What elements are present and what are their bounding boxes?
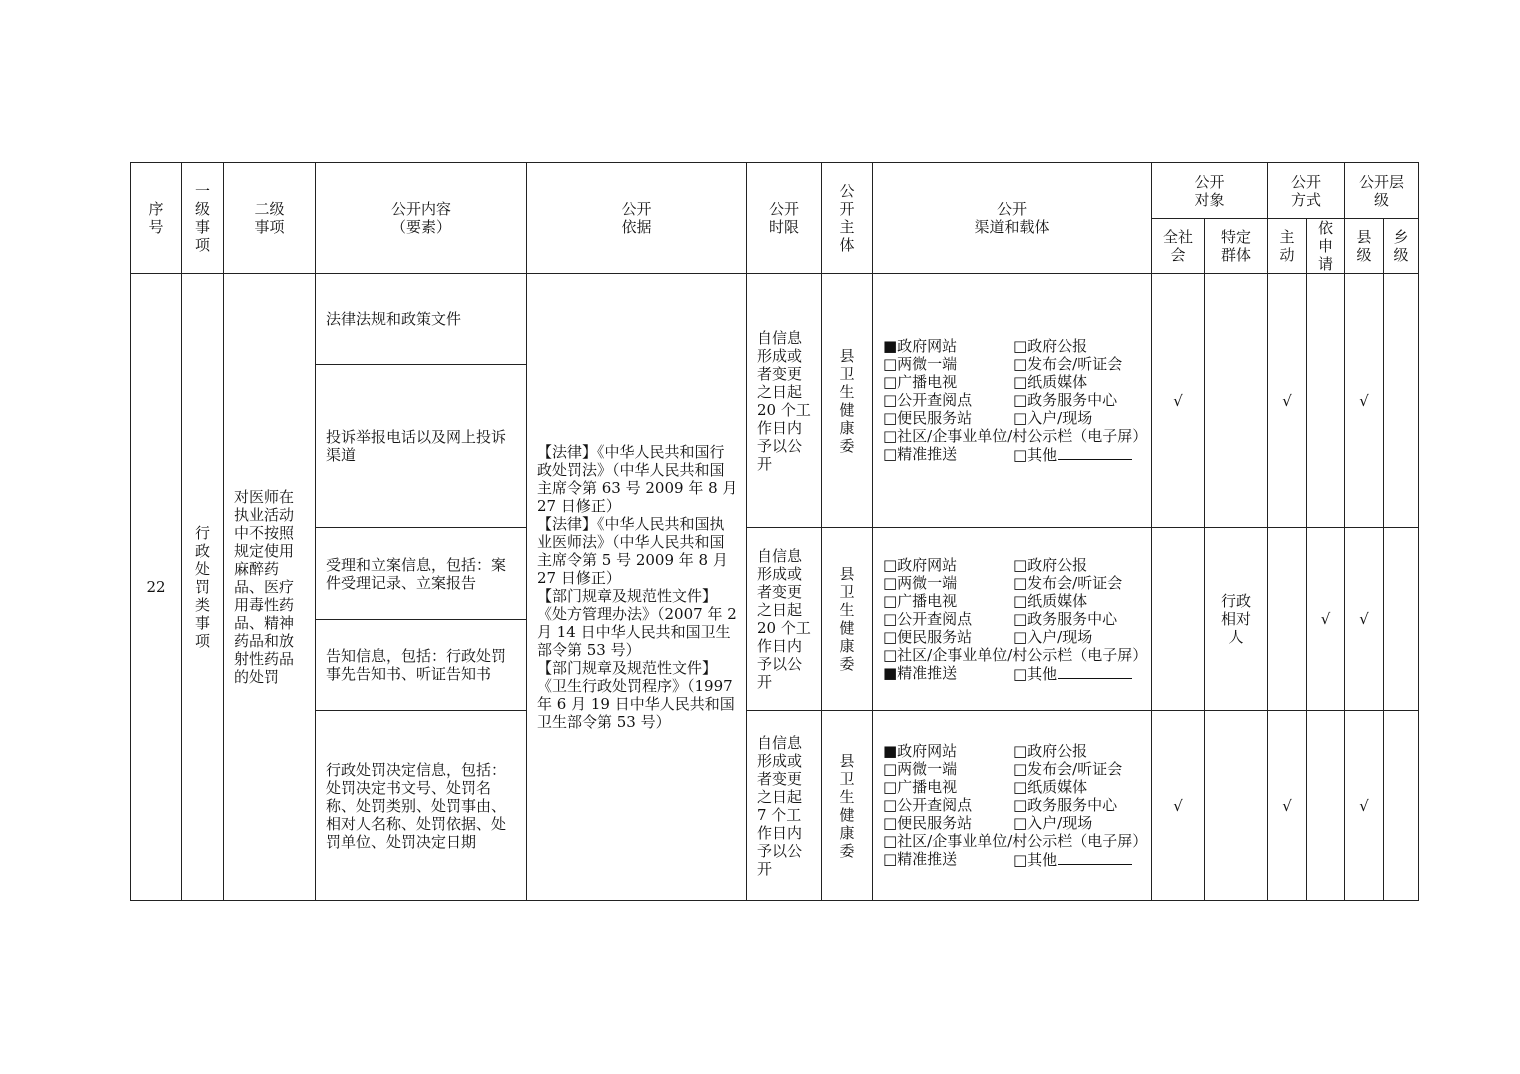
channel-option: □社区/企事业单位/村公示栏（电子屏） <box>883 645 1148 664</box>
header-seq-text: 序 号 <box>148 200 164 236</box>
subject-cell <box>822 711 873 901</box>
channel-option: □发布会/听证会 <box>1013 355 1123 373</box>
channel-option: ■政府网站 <box>883 742 958 760</box>
header-basis-text: 公开 依据 <box>621 200 652 236</box>
item-level1-text: 行政处罚类事项 <box>195 524 211 650</box>
check-mark: √ <box>1359 610 1369 628</box>
header-target-specific <box>1205 219 1268 274</box>
method-apply-cell <box>1307 274 1345 528</box>
method-apply-cell <box>1307 711 1345 901</box>
check-mark: √ <box>1359 391 1369 410</box>
content-text: 受理和立案信息，包括：案件受理记录、立案报告 <box>326 555 507 592</box>
header-method-active-text: 主 动 <box>1279 228 1295 264</box>
time-limit-cell <box>747 528 822 711</box>
header-target <box>1152 163 1268 219</box>
channel-option: □纸质媒体 <box>1013 778 1088 796</box>
subject-text: 县卫生健康委 <box>839 565 855 673</box>
channel-option: □公开查阅点 <box>883 609 973 628</box>
level-town-cell <box>1384 711 1419 901</box>
header-target-all-text: 全社 会 <box>1162 228 1193 264</box>
subject-cell <box>822 528 873 711</box>
level-county-cell <box>1345 528 1384 711</box>
channel-option: □政府公报 <box>1013 337 1088 355</box>
method-active-cell <box>1268 528 1307 711</box>
channel-cell <box>873 711 1152 901</box>
check-mark: √ <box>1282 391 1292 410</box>
level-town-cell <box>1384 274 1419 528</box>
channel-option: □入户/现场 <box>1013 814 1093 832</box>
item-seq-text: 22 <box>146 578 166 596</box>
header-target-text: 公开 对象 <box>1194 172 1225 209</box>
blank-line <box>1058 445 1132 460</box>
channel-option: □精准推送 <box>883 850 958 868</box>
channel-option: □政务服务中心 <box>1013 609 1118 628</box>
header-method-apply <box>1307 219 1345 274</box>
basis-entry: 【法律】《中华人民共和国行政处罚法》（中华人民共和国主席令第 63 号 2009 年 8 月 27 日修正） <box>537 443 738 515</box>
content-text: 告知信息，包括：行政处罚事先告知书、听证告知书 <box>326 647 507 683</box>
check-mark: √ <box>1320 610 1331 628</box>
item-seq <box>131 274 182 901</box>
level-county-cell <box>1345 711 1384 901</box>
channel-option: ■精准推送 <box>883 663 958 682</box>
subject-cell <box>822 274 873 528</box>
level-county-cell <box>1345 274 1384 528</box>
header-method-active <box>1268 219 1307 274</box>
channel-option: □发布会/听证会 <box>1013 760 1123 778</box>
header-level-text: 公开层 级 <box>1359 172 1405 209</box>
channel-option: □广播电视 <box>883 778 958 796</box>
header-level2 <box>224 163 316 274</box>
channel-option: □公开查阅点 <box>883 796 973 814</box>
channel-cell <box>873 528 1152 711</box>
channel-option: □政府公报 <box>1013 555 1088 574</box>
header-content <box>316 163 527 274</box>
time-limit-text: 自信息 形成或 者变更 之日起 20 个工 作日内 予以公 开 <box>757 328 811 473</box>
channel-option: □广播电视 <box>883 373 958 391</box>
subject-text: 县卫生健康委 <box>839 346 855 455</box>
channel-option: □便民服务站 <box>883 627 973 646</box>
time-limit-text: 自信息 形成或 者变更 之日起 20 个工 作日内 予以公 开 <box>757 547 811 691</box>
header-seq <box>131 163 182 274</box>
header-time-limit-text: 公开 时限 <box>768 200 799 236</box>
content-text: 行政处罚决定信息，包括：处罚决定书文号、处罚名称、处罚类别、处罚事由、相对人名称、处罚依据、处罚单位、处罚决定日期 <box>326 760 507 851</box>
target-all-cell <box>1152 274 1205 528</box>
channel-option: □两微一端 <box>883 760 958 778</box>
target-specific-cell <box>1205 711 1268 901</box>
header-method <box>1268 163 1345 219</box>
basis-cell <box>527 274 747 901</box>
time-limit-cell <box>747 711 822 901</box>
channel-option: □发布会/听证会 <box>1013 573 1123 592</box>
channel-option: □政府公报 <box>1013 742 1088 760</box>
header-level-county-text: 县 级 <box>1356 228 1372 264</box>
content-text: 投诉举报电话以及网上投诉渠道 <box>326 428 507 464</box>
header-channel <box>873 163 1152 274</box>
method-active-cell <box>1268 274 1307 528</box>
target-specific-text: 行政 相对 人 <box>1221 592 1252 646</box>
header-level-town-text: 乡 级 <box>1393 228 1409 264</box>
channel-option: □社区/企事业单位/村公示栏（电子屏） <box>883 427 1148 445</box>
content-cell <box>316 274 527 365</box>
channel-option: □两微一端 <box>883 355 958 373</box>
blank-line <box>1058 664 1132 679</box>
blank-line <box>1058 850 1132 865</box>
channel-option: □入户/现场 <box>1013 409 1093 427</box>
header-level2-text: 二级 事项 <box>254 200 285 236</box>
channel-option: □政府网站 <box>883 555 958 574</box>
channel-option: □公开查阅点 <box>883 391 973 409</box>
check-mark: √ <box>1173 391 1183 410</box>
level-town-cell <box>1384 528 1419 711</box>
check-mark: √ <box>1359 796 1369 815</box>
channel-option: □其他 <box>1013 851 1058 869</box>
header-level1-text: 一 级 事 项 <box>194 182 210 254</box>
header-target-all <box>1152 219 1205 274</box>
content-cell <box>316 528 527 620</box>
basis-entry: 【法律】《中华人民共和国执业医师法》（中华人民共和国主席令第 5 号 2009 年 8 月 27 日修正） <box>537 515 728 587</box>
disclosure-table <box>130 162 1419 901</box>
header-level-county <box>1345 219 1384 274</box>
header-channel-text: 公开 渠道和载体 <box>974 200 1050 236</box>
content-text: 法律法规和政策文件 <box>326 310 462 328</box>
channel-option: □纸质媒体 <box>1013 373 1088 391</box>
channel-option: □广播电视 <box>883 591 958 610</box>
header-subject-text: 公 开 主 体 <box>839 182 855 254</box>
basis-entry: 【部门规章及规范性文件】《卫生行政处罚程序》（1997 年 6 月 19 日中华人民共和国卫生部令第 53 号） <box>537 659 735 731</box>
header-target-specific-text: 特定 群体 <box>1221 228 1252 264</box>
channel-option: □政务服务中心 <box>1013 391 1118 409</box>
header-subject <box>822 163 873 274</box>
item-level2 <box>224 274 316 901</box>
header-basis <box>527 163 747 274</box>
channel-cell <box>873 274 1152 528</box>
subject-text: 县卫生健康委 <box>839 751 855 860</box>
time-limit-text: 自信息 形成或 者变更 之日起 7 个工 作日内 予以公 开 <box>757 733 803 878</box>
header-time-limit <box>747 163 822 274</box>
time-limit-cell <box>747 274 822 528</box>
method-active-cell <box>1268 711 1307 901</box>
target-specific-cell <box>1205 528 1268 711</box>
channel-option: ■政府网站 <box>883 337 958 355</box>
header-content-text: 公开内容 （要素） <box>390 200 451 236</box>
content-cell <box>316 365 527 528</box>
channel-option: □精准推送 <box>883 445 958 463</box>
check-mark: √ <box>1173 796 1183 815</box>
check-mark: √ <box>1282 796 1292 815</box>
channel-option: □入户/现场 <box>1013 627 1093 646</box>
header-level1 <box>182 163 224 274</box>
target-all-cell <box>1152 528 1205 711</box>
item-level2-text: 对医师在执业活动中不按照规定使用麻醉药品、医疗用毒性药品、精神药品和放射性药品的处罚 <box>234 488 295 686</box>
channel-option: □纸质媒体 <box>1013 591 1088 610</box>
method-apply-cell <box>1307 528 1345 711</box>
channel-option: □政务服务中心 <box>1013 796 1118 814</box>
channel-option: □其他 <box>1013 446 1058 464</box>
content-cell <box>316 711 527 901</box>
channel-option: □便民服务站 <box>883 814 973 832</box>
header-level <box>1345 163 1419 219</box>
header-method-text: 公开 方式 <box>1291 172 1322 209</box>
target-all-cell <box>1152 711 1205 901</box>
basis-entry: 【部门规章及规范性文件】《处方管理办法》（2007 年 2 月 14 日中华人民共和国卫生部令第 53 号） <box>537 587 737 659</box>
channel-option: □其他 <box>1013 664 1058 683</box>
header-level-town <box>1384 219 1419 274</box>
channel-option: □两微一端 <box>883 573 958 592</box>
channel-option: □社区/企事业单位/村公示栏（电子屏） <box>883 832 1148 850</box>
target-specific-cell <box>1205 274 1268 528</box>
content-cell <box>316 620 527 711</box>
header-method-apply-text: 依 申 请 <box>1318 219 1334 273</box>
channel-option: □便民服务站 <box>883 409 973 427</box>
item-level1 <box>182 274 224 901</box>
